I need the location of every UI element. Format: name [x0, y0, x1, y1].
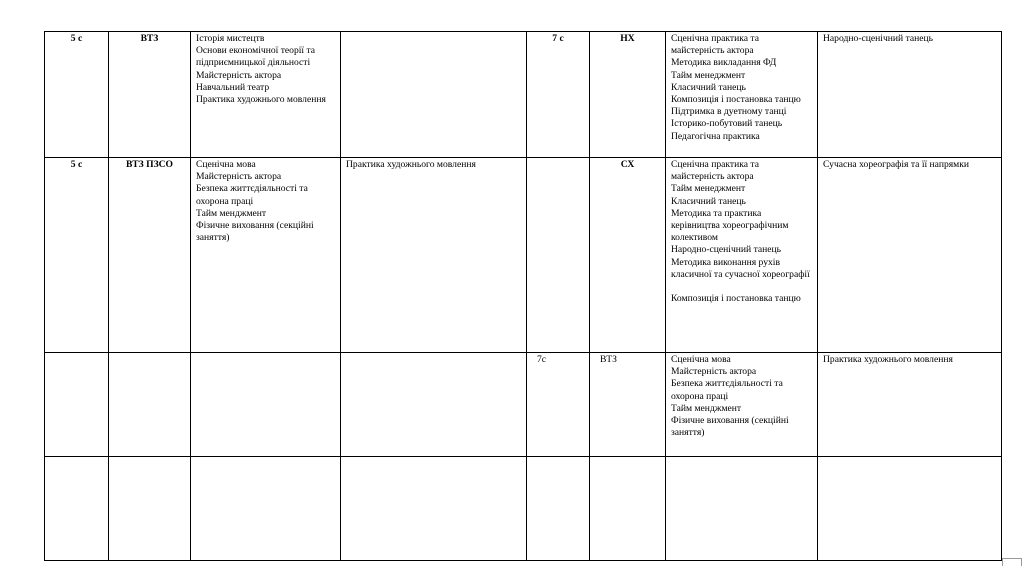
note-cell: Сучасна хореографія та її напрямки — [818, 158, 1002, 353]
note-cell: Практика художнього мовлення — [341, 158, 527, 353]
subjects-cell — [666, 457, 818, 561]
specialty-code-cell: ВТЗ ПЗСО — [109, 158, 191, 353]
subject-item: Основи економічної теорії та підприємницької діяльності — [196, 45, 316, 69]
subject-item: Майстерність актора — [196, 69, 282, 81]
course-cell: 7с — [527, 353, 590, 457]
specialty-code-cell — [109, 353, 191, 457]
subject-item: Народно-сценічний танець — [671, 244, 782, 256]
table-row — [45, 158, 1002, 353]
subject-item: Сценічна практика та майстерність актора — [671, 159, 759, 183]
subject-item: Класичний танець — [671, 81, 746, 93]
table-row — [45, 353, 1002, 457]
table-row — [45, 457, 1002, 561]
subject-item: Тайм менджмент — [196, 207, 267, 219]
subject-item: Сценічна мова — [671, 354, 731, 365]
subject-item: Тайм менджмент — [671, 402, 742, 414]
subject-item: Навчальний театр — [196, 81, 270, 93]
subject-item: Сценічна практика та майстерність актора — [671, 33, 759, 57]
subject-item: Тайм менеджмент — [671, 183, 746, 195]
subjects-cell — [191, 32, 341, 158]
subject-item: Композиція і постановка танцю — [671, 293, 801, 305]
subject-item: Методика та практика керівництва хореографічним колективом — [671, 207, 789, 244]
course-cell — [527, 457, 590, 561]
course-cell: 7 с — [527, 32, 590, 158]
subject-item: Історико-побутовий танець — [671, 118, 783, 130]
specialty-code-cell: ВТЗ — [590, 353, 666, 457]
note-cell: Народно-сценічний танець — [818, 32, 1002, 158]
subject-item: Композиція і постановка танцю — [671, 94, 801, 106]
subject-item: Педагогічна практика — [671, 130, 760, 142]
note-cell — [818, 457, 1002, 561]
note-cell — [341, 353, 527, 457]
note-cell — [341, 32, 527, 158]
subject-item: Безпека життєдіяльності та охорона праці — [671, 378, 783, 402]
schedule-table — [44, 31, 1002, 561]
specialty-code-cell — [590, 457, 666, 561]
table-row — [45, 32, 1002, 158]
specialty-code-cell — [109, 457, 191, 561]
specialty-code-cell: НХ — [590, 32, 666, 158]
subject-item: Історія мистецтв — [196, 33, 265, 44]
subject-item: Фізичне виховання (секційні заняття) — [196, 220, 314, 244]
subjects-cell — [666, 32, 818, 158]
subject-item: Безпека життєдіяльності та охорона праці — [196, 183, 308, 207]
specialty-code-cell: ВТЗ — [109, 32, 191, 158]
subjects-cell — [191, 457, 341, 561]
subject-item: Методика викладання ФД — [671, 57, 777, 69]
course-cell: 5 с — [45, 32, 109, 158]
note-cell — [341, 457, 527, 561]
subjects-cell — [191, 158, 341, 353]
subjects-cell — [666, 353, 818, 457]
subject-item: Сценічна мова — [196, 159, 256, 170]
note-cell: Практика художнього мовлення — [818, 353, 1002, 457]
course-cell — [527, 158, 590, 353]
course-cell — [45, 457, 109, 561]
subject-item: Практика художнього мовлення — [196, 94, 326, 106]
subjects-cell — [191, 353, 341, 457]
course-cell: 5 с — [45, 158, 109, 353]
specialty-code-cell: СХ — [590, 158, 666, 353]
subject-item: Підтримка в дуетному танці — [671, 106, 787, 118]
subject-item: Тайм менеджмент — [671, 69, 746, 81]
subject-item: Методика виконання рухів класичної та сучасної хореографії — [671, 256, 810, 280]
subject-item: Майстерність актора — [671, 366, 757, 378]
subject-item: Фізичне виховання (секційні заняття) — [671, 415, 789, 439]
subjects-cell — [666, 158, 818, 353]
subject-item: Майстерність актора — [196, 171, 282, 183]
course-cell — [45, 353, 109, 457]
subject-item: Класичний танець — [671, 195, 746, 207]
